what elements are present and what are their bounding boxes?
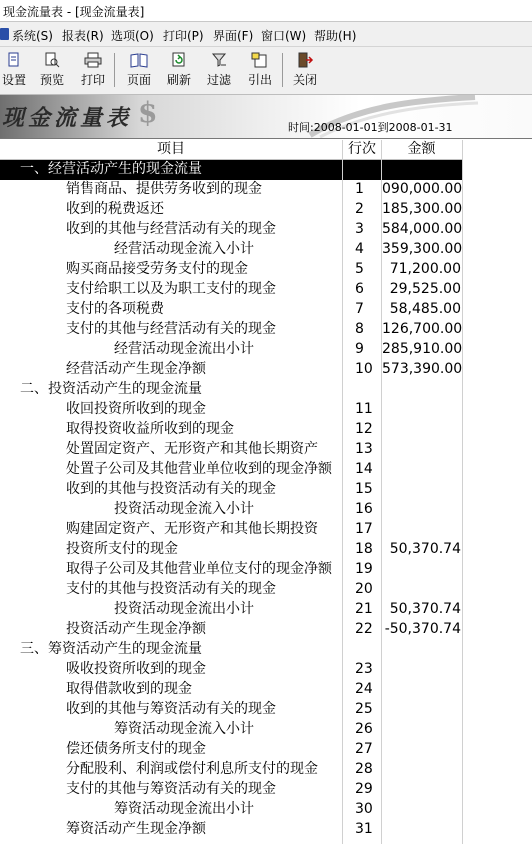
row-amount: 285,910.00 [382,341,462,357]
table-row[interactable] [0,760,532,780]
row-amount [382,820,462,840]
row-amount [382,740,462,760]
row-line-number [343,680,381,700]
row-line-number-text: 1 [355,181,364,197]
row-line-number-text: 9 [355,341,364,357]
row-amount: 573,390.00 [382,361,462,377]
row-amount [382,640,462,660]
row-amount: 090,000.00 [382,181,462,197]
row-amount: 185,300.00 [382,201,462,217]
close-button[interactable] [287,50,323,92]
row-line-number-text: 28 [355,761,373,777]
print-label: 打印 [80,73,105,87]
row-line-number-text: 12 [355,421,373,437]
column-header-line[interactable]: 行次 [343,140,381,160]
row-amount: 50,370.74 [389,601,461,617]
row-line-number-text: 27 [355,741,373,757]
table-row[interactable] [0,800,532,820]
table-row[interactable] [0,200,532,220]
row-item-label: 筹资活动现金流出小计 [114,801,254,817]
row-line-number-text: 7 [355,301,364,317]
window-title: 现金流量表 - [现金流量表] [3,5,145,19]
table-row[interactable] [0,220,532,240]
table-row[interactable] [0,660,532,680]
row-amount [382,440,462,460]
row-line-number-text: 23 [355,661,373,677]
row-line-number-text: 13 [355,441,373,457]
app-menu-icon[interactable] [0,28,9,40]
row-line-number-text: 16 [355,501,373,517]
row-line-number [343,580,381,600]
row-item-label: 支付给职工以及为职工支付的现金 [66,281,276,297]
table-row[interactable] [0,700,532,720]
print-button[interactable] [75,50,111,92]
row-line-number [343,240,381,260]
row-line-number [343,780,381,800]
row-amount: -50,370.74 [384,621,461,637]
preview-label: 预览 [39,73,64,87]
row-line-number-text: 11 [355,401,373,417]
row-amount [382,760,462,780]
table-row[interactable] [0,380,532,400]
row-item-label: 取得借款收到的现金 [66,681,192,697]
exit-door-icon [296,52,314,68]
row-item-label: 购建固定资产、无形资产和其他长期投资 [66,521,318,537]
row-amount [382,700,462,720]
row-line-number-text: 20 [355,581,373,597]
row-item-label: 偿还债务所支付的现金 [66,741,206,757]
row-line-number [343,440,381,460]
table-row[interactable] [0,680,532,700]
row-line-number-text [343,381,355,397]
row-line-number-text: 22 [355,621,373,637]
row-item-label: 投资活动产生现金净额 [66,621,206,637]
settings-icon [6,52,22,68]
row-item-label: 支付的其他与经营活动有关的现金 [66,321,276,337]
row-line-number [343,520,381,540]
table-row[interactable] [0,720,532,740]
row-line-number [343,640,381,660]
row-line-number-text: 10 [355,361,373,377]
table-row[interactable] [0,300,532,320]
menu-window[interactable]: 窗口(W) [261,29,307,43]
row-line-number [343,740,381,760]
refresh-button[interactable] [161,50,197,92]
row-amount [382,480,462,500]
report-banner [0,95,532,139]
filter-label: 过滤 [206,73,231,87]
row-amount: 58,485.00 [389,301,461,317]
row-amount [382,680,462,700]
row-line-number [343,480,381,500]
row-item-label: 支付的各项税费 [66,301,164,317]
row-item-label: 收到的其他与筹资活动有关的现金 [66,701,276,717]
row-item-label: 收回投资所收到的现金 [66,401,206,417]
table-row[interactable] [0,260,532,280]
row-item-label: 收到的其他与经营活动有关的现金 [66,221,276,237]
menu-help[interactable]: 帮助(H) [314,29,357,43]
row-line-number [343,340,381,360]
row-line-number-text: 6 [355,281,364,297]
row-item-label: 处置子公司及其他营业单位收到的现金净额 [66,461,332,477]
row-line-number-text: 24 [355,681,373,697]
row-line-number [343,720,381,740]
row-item-label: 收到的其他与投资活动有关的现金 [66,481,276,497]
row-line-number [343,360,381,380]
menu-print[interactable]: 打印(P) [163,29,204,43]
row-line-number-text: 3 [355,221,364,237]
table-row[interactable] [0,340,532,360]
row-amount [382,500,462,520]
close-label: 关闭 [292,73,317,87]
row-line-number [343,400,381,420]
row-item-label: 三、筹资活动产生的现金流量 [20,641,202,657]
row-amount [382,160,462,180]
row-item-label: 经营活动产生现金净额 [66,361,206,377]
row-line-number-text: 31 [355,821,373,837]
table-row[interactable] [0,820,532,840]
filter-icon [211,52,227,68]
row-line-number [343,220,381,240]
row-line-number-text: 15 [355,481,373,497]
row-line-number [343,800,381,820]
row-line-number-text: 18 [355,541,373,557]
refresh-label: 刷新 [166,73,191,87]
row-item-label: 处置固定资产、无形资产和其他长期资产 [66,441,318,457]
row-line-number-text: 17 [355,521,373,537]
table-row[interactable] [0,740,532,760]
row-item-label: 经营活动现金流出小计 [114,341,254,357]
row-item-label: 销售商品、提供劳务收到的现金 [66,181,262,197]
table-row[interactable] [0,180,532,200]
toolbar-separator [114,53,115,87]
row-line-number [343,540,381,560]
settings-button[interactable] [0,50,32,92]
row-item-label: 吸收投资所收到的现金 [66,661,206,677]
row-line-number-text: 30 [355,801,373,817]
export-label: 引出 [247,73,272,87]
filter-button[interactable] [201,50,237,92]
table-row[interactable] [0,560,532,580]
table-row[interactable] [0,580,532,600]
row-amount: 29,525.00 [389,281,461,297]
table-row[interactable] [0,280,532,300]
row-amount [382,460,462,480]
row-amount [382,800,462,820]
export-button[interactable] [242,50,278,92]
toolbar-separator [282,53,283,87]
column-header-item[interactable]: 项目 [0,140,342,160]
table-row[interactable] [0,360,532,380]
row-amount [382,580,462,600]
row-amount [382,520,462,540]
row-line-number [343,180,381,200]
row-line-number [343,700,381,720]
row-line-number-text: 5 [355,261,364,277]
row-line-number-text: 19 [355,561,373,577]
row-line-number-text: 4 [355,241,364,257]
row-line-number [343,660,381,680]
row-item-label: 一、经营活动产生的现金流量 [0,160,342,180]
settings-label: 设置 [1,73,26,87]
row-item-label: 取得子公司及其他营业单位支付的现金净额 [66,561,332,577]
table-row[interactable] [0,400,532,420]
row-line-number [343,280,381,300]
row-amount: 359,300.00 [382,241,462,257]
row-item-label: 投资所支付的现金 [66,541,178,557]
report-title: 现金流量表 [2,105,133,131]
preview-icon [44,52,60,68]
row-item-label: 购买商品接受劳务支付的现金 [66,261,248,277]
dollar-sign-icon: $ [138,96,158,129]
row-item-label: 投资活动现金流出小计 [114,601,254,617]
row-line-number [343,260,381,280]
row-line-number-text: 14 [355,461,373,477]
column-header-amount[interactable]: 金额 [382,140,462,160]
row-amount: 584,000.00 [382,221,462,237]
row-line-number [343,600,381,620]
row-item-label: 二、投资活动产生的现金流量 [20,381,202,397]
row-line-number-text [343,641,355,657]
row-amount [382,780,462,800]
row-item-label: 支付的其他与投资活动有关的现金 [66,581,276,597]
table-row[interactable] [0,440,532,460]
row-amount [382,380,462,400]
table-row[interactable] [0,520,532,540]
row-line-number [343,200,381,220]
row-line-number [343,160,381,180]
row-amount: 50,370.74 [389,541,461,557]
row-amount [382,400,462,420]
table-row[interactable] [0,460,532,480]
table-row[interactable] [0,320,532,340]
table-row[interactable] [0,240,532,260]
menu-report[interactable]: 报表(R) [62,29,104,43]
row-item-label: 筹资活动现金流入小计 [114,721,254,737]
row-item-label: 投资活动现金流入小计 [114,501,254,517]
refresh-icon [171,52,187,68]
row-item-label: 收到的税费返还 [66,201,164,217]
table-row[interactable] [0,620,532,640]
row-line-number [343,500,381,520]
menu-interface[interactable]: 界面(F) [213,29,254,43]
table-row[interactable] [0,500,532,520]
row-line-number [343,420,381,440]
table-row[interactable] [0,420,532,440]
page-button[interactable] [121,50,157,92]
table-header [0,140,532,160]
row-line-number [343,380,381,400]
row-line-number [343,760,381,780]
row-amount [382,560,462,580]
table-row[interactable] [0,480,532,500]
row-item-label: 分配股利、利润或偿付利息所支付的现金 [66,761,318,777]
row-line-number [343,620,381,640]
row-item-label: 支付的其他与筹资活动有关的现金 [66,781,276,797]
row-item-label: 筹资活动产生现金净额 [66,821,206,837]
export-icon [251,52,269,68]
row-line-number [343,320,381,340]
table-row[interactable] [0,780,532,800]
preview-button[interactable] [34,50,70,92]
row-line-number-text: 29 [355,781,373,797]
row-line-number [343,460,381,480]
table-row[interactable] [0,600,532,620]
row-amount: 71,200.00 [389,261,461,277]
row-item-label: 取得投资收益所收到的现金 [66,421,234,437]
row-line-number-text: 26 [355,721,373,737]
row-item-label: 经营活动现金流入小计 [114,241,254,257]
table-row[interactable] [0,160,532,180]
row-line-number-text: 2 [355,201,364,217]
row-amount [382,660,462,680]
date-range: 时间:2008-01-01到2008-01-31 [288,121,453,134]
row-line-number [343,300,381,320]
printer-icon [84,52,102,68]
row-amount [382,420,462,440]
table-row[interactable] [0,640,532,660]
toolbar [0,47,532,95]
menu-bar [0,22,532,47]
row-amount: 126,700.00 [382,321,462,337]
page-label: 页面 [126,73,151,87]
menu-system[interactable]: 系统(S) [12,29,53,43]
row-line-number-text [343,161,355,177]
row-line-number [343,820,381,840]
row-line-number-text: 21 [355,601,373,617]
row-line-number [343,560,381,580]
book-icon [130,52,148,68]
table-row[interactable] [0,540,532,560]
row-amount [382,720,462,740]
title-bar [0,0,532,22]
row-line-number-text: 25 [355,701,373,717]
menu-options[interactable]: 选项(O) [111,29,154,43]
row-line-number-text: 8 [355,321,364,337]
